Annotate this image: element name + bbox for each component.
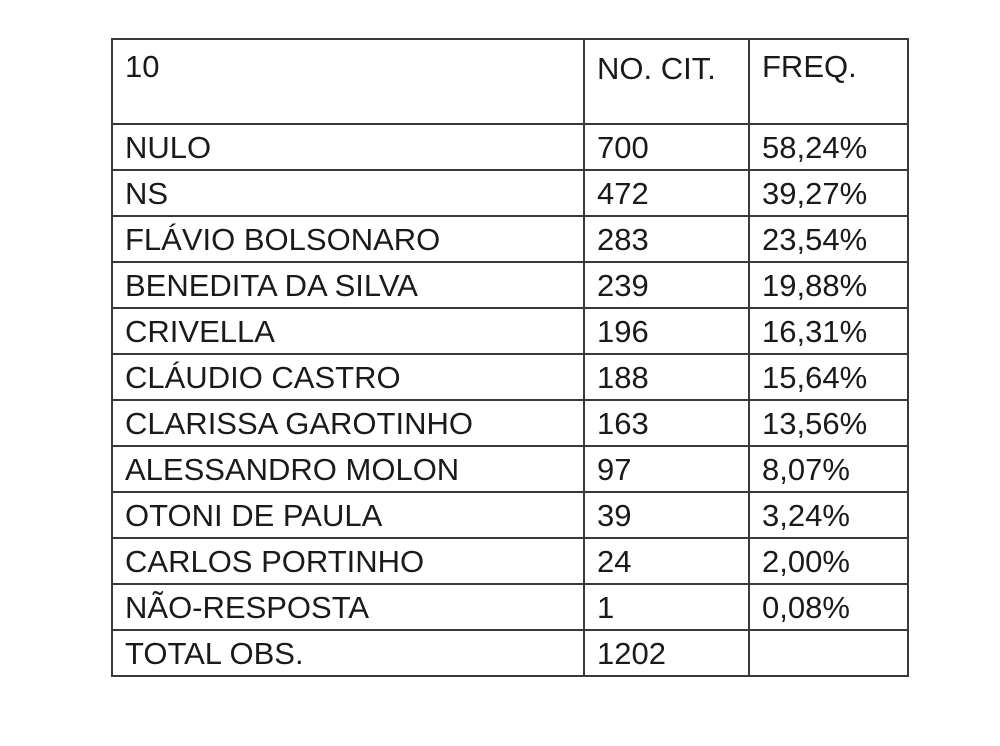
cell-frequency: 23,54%	[749, 216, 908, 262]
cell-citations: 24	[584, 538, 749, 584]
cell-frequency: 13,56%	[749, 400, 908, 446]
header-question-number: 10	[112, 39, 584, 124]
cell-citations: 239	[584, 262, 749, 308]
table-row	[112, 124, 908, 170]
cell-total-frequency	[749, 630, 908, 676]
cell-citations: 188	[584, 354, 749, 400]
cell-frequency: 19,88%	[749, 262, 908, 308]
cell-citations: 283	[584, 216, 749, 262]
cell-name: NÃO-RESPOSTA	[112, 584, 584, 630]
cell-name: CARLOS PORTINHO	[112, 538, 584, 584]
cell-name: FLÁVIO BOLSONARO	[112, 216, 584, 262]
table-row	[112, 400, 908, 446]
results-table	[111, 38, 909, 677]
cell-name: BENEDITA DA SILVA	[112, 262, 584, 308]
cell-name: CLÁUDIO CASTRO	[112, 354, 584, 400]
cell-name: NULO	[112, 124, 584, 170]
cell-name: CRIVELLA	[112, 308, 584, 354]
cell-citations: 472	[584, 170, 749, 216]
table-row	[112, 492, 908, 538]
table-row	[112, 584, 908, 630]
cell-citations: 39	[584, 492, 749, 538]
cell-frequency: 8,07%	[749, 446, 908, 492]
cell-total-label: TOTAL OBS.	[112, 630, 584, 676]
cell-name: ALESSANDRO MOLON	[112, 446, 584, 492]
table-total-row	[112, 630, 908, 676]
cell-frequency: 15,64%	[749, 354, 908, 400]
cell-name: OTONI DE PAULA	[112, 492, 584, 538]
cell-frequency: 2,00%	[749, 538, 908, 584]
cell-citations: 196	[584, 308, 749, 354]
table-row	[112, 216, 908, 262]
cell-citations: 97	[584, 446, 749, 492]
table-row	[112, 308, 908, 354]
header-frequency: FREQ.	[749, 39, 908, 124]
table-row	[112, 538, 908, 584]
cell-name: CLARISSA GAROTINHO	[112, 400, 584, 446]
cell-frequency: 16,31%	[749, 308, 908, 354]
header-citations: NO. CIT.	[584, 39, 749, 124]
cell-citations: 700	[584, 124, 749, 170]
results-table-container	[111, 38, 909, 677]
cell-total-count: 1202	[584, 630, 749, 676]
cell-citations: 163	[584, 400, 749, 446]
cell-citations: 1	[584, 584, 749, 630]
cell-frequency: 3,24%	[749, 492, 908, 538]
cell-frequency: 0,08%	[749, 584, 908, 630]
table-header-row	[112, 39, 908, 124]
cell-frequency: 39,27%	[749, 170, 908, 216]
cell-frequency: 58,24%	[749, 124, 908, 170]
table-row	[112, 262, 908, 308]
cell-name: NS	[112, 170, 584, 216]
table-row	[112, 446, 908, 492]
table-row	[112, 170, 908, 216]
table-row	[112, 354, 908, 400]
